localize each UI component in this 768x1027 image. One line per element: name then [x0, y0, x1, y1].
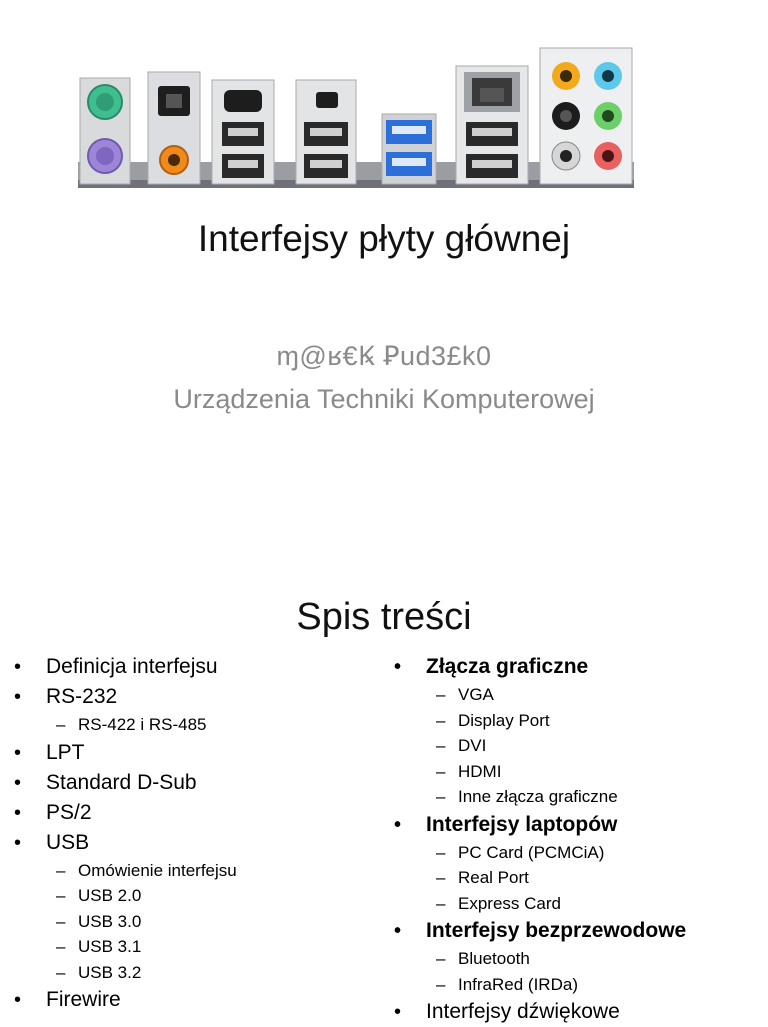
toc-item: • RS-232 [12, 682, 382, 712]
toc-subitem: – HDMI [392, 759, 768, 785]
toc-subitem: – Express Card [392, 891, 768, 917]
toc-subitem: – Inne złącza graficzne [392, 784, 768, 810]
toc-item: • Złącza graficzne [392, 652, 768, 682]
toc-subitem: – Bluetooth [392, 946, 768, 972]
toc-item: • Standard D-Sub [12, 768, 382, 798]
toc-item: • PS/2 [12, 798, 382, 828]
firewire-usb-stack-1 [212, 80, 274, 184]
toc-item: • USB [12, 828, 382, 858]
firewire-usb-stack-2 [296, 80, 356, 184]
ps2-ports [80, 78, 130, 184]
toc-item: • Interfejsy dźwiękowe [392, 997, 768, 1027]
toc-subitem: – PC Card (PCMCiA) [392, 840, 768, 866]
toc-subitem: – DVI [392, 733, 768, 759]
toc-right-column [392, 652, 768, 1027]
toc-item: • Interfejsy bezprzewodowe [392, 916, 768, 946]
toc-subitem: – USB 3.0 [12, 909, 382, 935]
toc-subitem: – Real Port [392, 865, 768, 891]
course-name: Urządzenia Techniki Komputerowej [173, 384, 595, 414]
table-of-contents-slide [0, 540, 768, 1024]
toc-item: • Definicja interfejsu [12, 652, 382, 682]
toc-subitem: – VGA [392, 682, 768, 708]
toc-item: • Interfejsy laptopów [392, 810, 768, 840]
toc-subitem: – Omówienie interfejsu [12, 858, 382, 884]
spdif-ports [148, 72, 200, 184]
author-name: ɱ@ʁ€Ꝃ Ꝑud3£k0 [276, 341, 492, 371]
toc-subitem: – USB 2.0 [12, 883, 382, 909]
toc-item: • LPT [12, 738, 382, 768]
toc-left-column [12, 652, 382, 1015]
toc-title: Spis treści [296, 596, 472, 638]
toc-subitem: – USB 3.1 [12, 934, 382, 960]
toc-subitem: – InfraRed (IRDa) [392, 972, 768, 998]
presentation-title: Interfejsy płyty głównej [197, 218, 571, 259]
lan-usb-stack [456, 66, 528, 184]
toc-subitem: – USB 3.2 [12, 960, 382, 986]
audio-jacks [540, 48, 632, 184]
toc-subitem: – Display Port [392, 708, 768, 734]
toc-item: • Firewire [12, 985, 382, 1015]
usb3-ports [382, 114, 436, 184]
motherboard-io-panel-image [78, 44, 634, 190]
toc-subitem: – RS-422 i RS-485 [12, 712, 382, 738]
